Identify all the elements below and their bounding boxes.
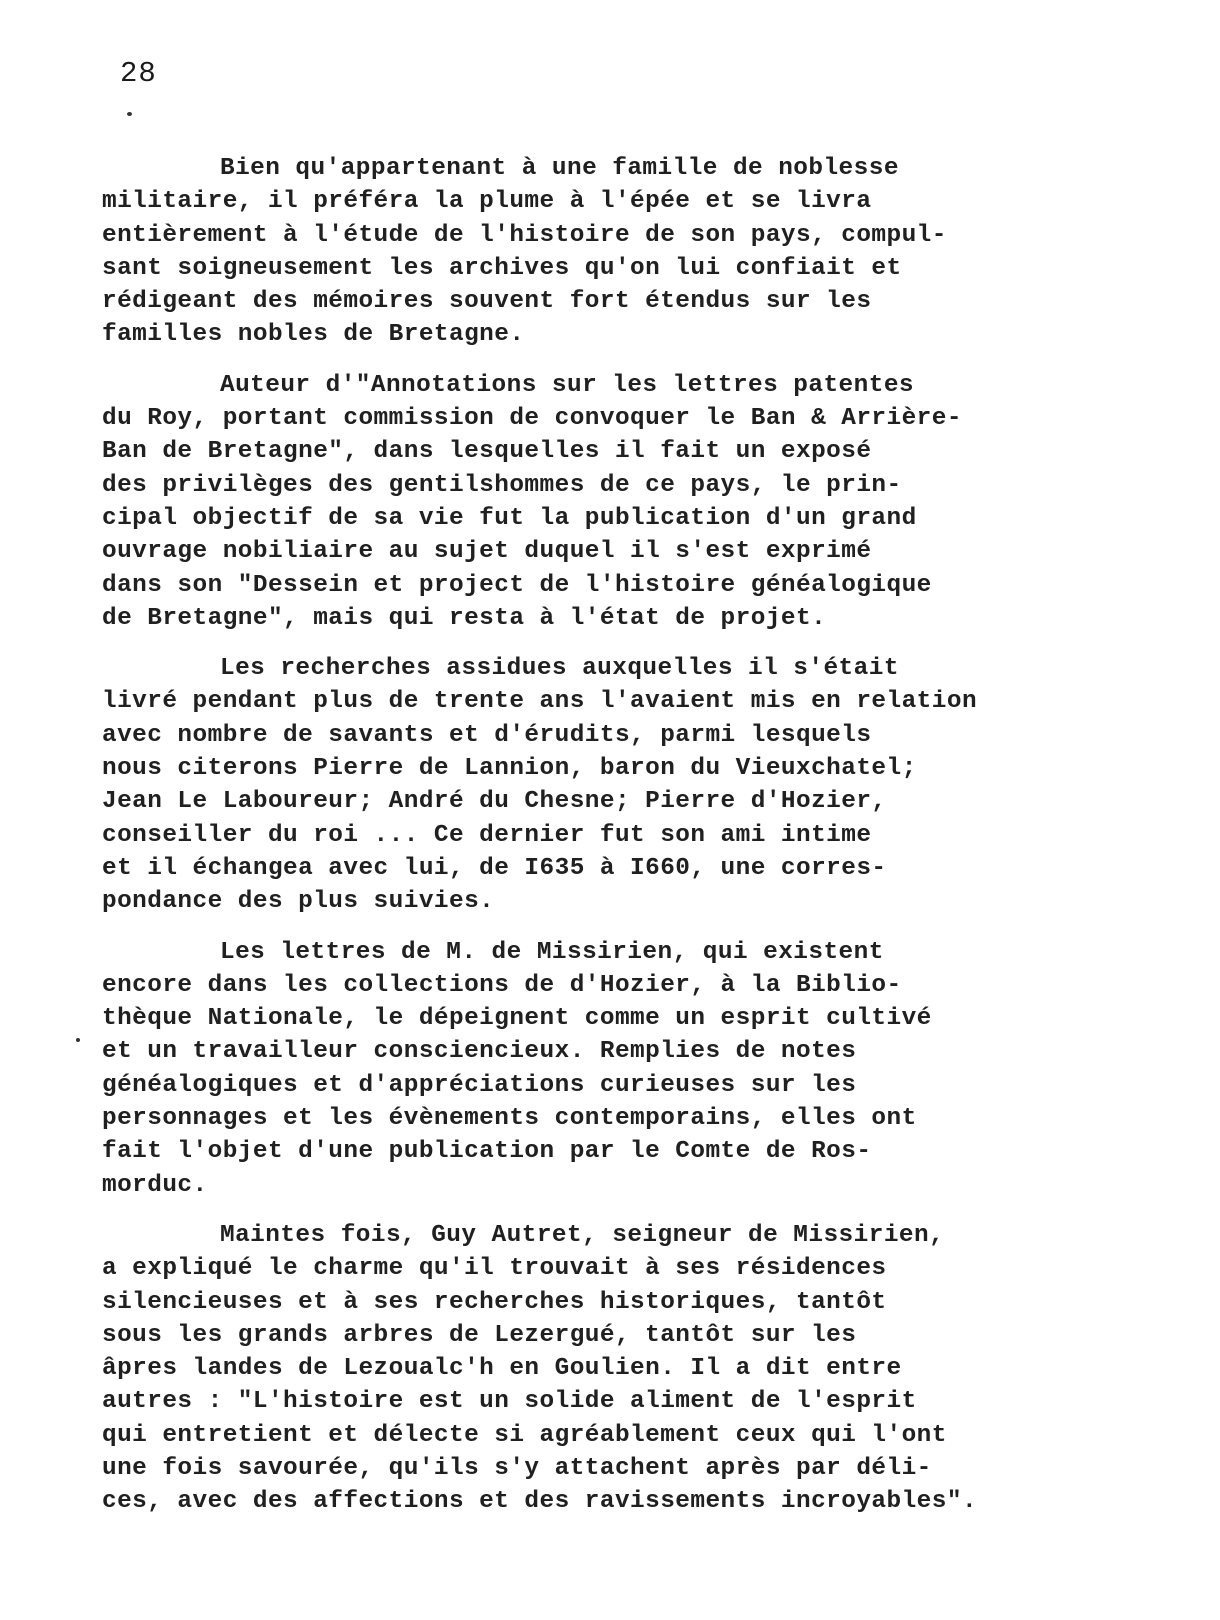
- text-line: du Roy, portant commission de convoquer le Ban & Arrière-: [102, 405, 962, 433]
- text-line: âpres landes de Lezoualc'h en Goulien. Il a dit entre: [102, 1355, 902, 1383]
- paragraph-first-line: Les lettres de M. de Missirien, qui existent: [220, 938, 884, 966]
- text-line: conseiller du roi ... Ce dernier fut son ami intime: [102, 821, 872, 849]
- text-line: et un travailleur consciencieux. Remplies de notes: [102, 1038, 857, 1066]
- paragraph: [102, 152, 1202, 352]
- text-line: sous les grands arbres de Lezergué, tantôt sur les: [102, 1321, 857, 1349]
- text-line: militaire, il préféra la plume à l'épée et se livra: [102, 188, 872, 216]
- text-line: nous citerons Pierre de Lannion, baron du Vieuxchatel;: [102, 755, 917, 783]
- text-line: et il échangea avec lui, de I635 à I660, une corres-: [102, 854, 887, 882]
- text-line: dans son "Dessein et project de l'histoire généalogique: [102, 571, 932, 599]
- text-line: Jean Le Laboureur; André du Chesne; Pierre d'Hozier,: [102, 788, 887, 816]
- paper-speck: [76, 1038, 80, 1042]
- text-line: une fois savourée, qu'ils s'y attachent après par déli-: [102, 1454, 932, 1482]
- text-line: de Bretagne", mais qui resta à l'état de projet.: [102, 604, 827, 632]
- paragraph: [102, 369, 1202, 635]
- text-line: a expliqué le charme qu'il trouvait à ses résidences: [102, 1255, 887, 1283]
- text-line: Ban de Bretagne", dans lesquelles il fait un exposé: [102, 438, 872, 466]
- text-line: ouvrage nobiliaire au sujet duquel il s'est exprimé: [102, 538, 872, 566]
- paragraph-first-line: Les recherches assidues auxquelles il s'était: [220, 655, 899, 683]
- paragraph-first-line: Maintes fois, Guy Autret, seigneur de Missirien,: [220, 1221, 945, 1249]
- text-line: personnages et les évènements contemporains, elles ont: [102, 1105, 917, 1133]
- paragraph-first-line: Bien qu'appartenant à une famille de noblesse: [220, 155, 899, 182]
- text-line: autres : "L'histoire est un solide aliment de l'esprit: [102, 1388, 917, 1416]
- text-line: fait l'objet d'une publication par le Comte de Ros-: [102, 1138, 872, 1166]
- text-line: qui entretient et délecte si agréablement ceux qui l'ont: [102, 1421, 947, 1449]
- text-line: ces, avec des affections et des ravissements incroyables".: [102, 1488, 978, 1516]
- text-line: silencieuses et à ses recherches historiques, tantôt: [102, 1288, 887, 1316]
- text-line: thèque Nationale, le dépeignent comme un esprit cultivé: [102, 1005, 932, 1033]
- text-line: cipal objectif de sa vie fut la publication d'un grand: [102, 504, 917, 532]
- paragraph: [102, 1219, 1202, 1519]
- text-line: des privilèges des gentilshommes de ce pays, le prin-: [102, 471, 902, 499]
- paragraph: [102, 652, 1202, 918]
- text-line: familles nobles de Bretagne.: [102, 321, 525, 349]
- text-line: entièrement à l'étude de l'histoire de son pays, compul-: [102, 221, 947, 249]
- text-line: rédigeant des mémoires souvent fort étendus sur les: [102, 288, 872, 316]
- page-number: 28: [120, 57, 157, 90]
- text-line: livré pendant plus de trente ans l'avaient mis en relation: [102, 688, 978, 716]
- document-body: [102, 152, 1202, 1536]
- text-line: pondance des plus suivies.: [102, 888, 495, 916]
- text-line: sant soigneusement les archives qu'on lui confiait et: [102, 254, 902, 282]
- text-line: morduc.: [102, 1171, 208, 1199]
- text-line: avec nombre de savants et d'érudits, parmi lesquels: [102, 721, 872, 749]
- text-line: généalogiques et d'appréciations curieuses sur les: [102, 1071, 857, 1099]
- paragraph-first-line: Auteur d'"Annotations sur les lettres patentes: [220, 371, 914, 399]
- text-line: encore dans les collections de d'Hozier, à la Biblio-: [102, 971, 902, 999]
- paragraph: [102, 936, 1202, 1202]
- paper-speck: [127, 112, 132, 116]
